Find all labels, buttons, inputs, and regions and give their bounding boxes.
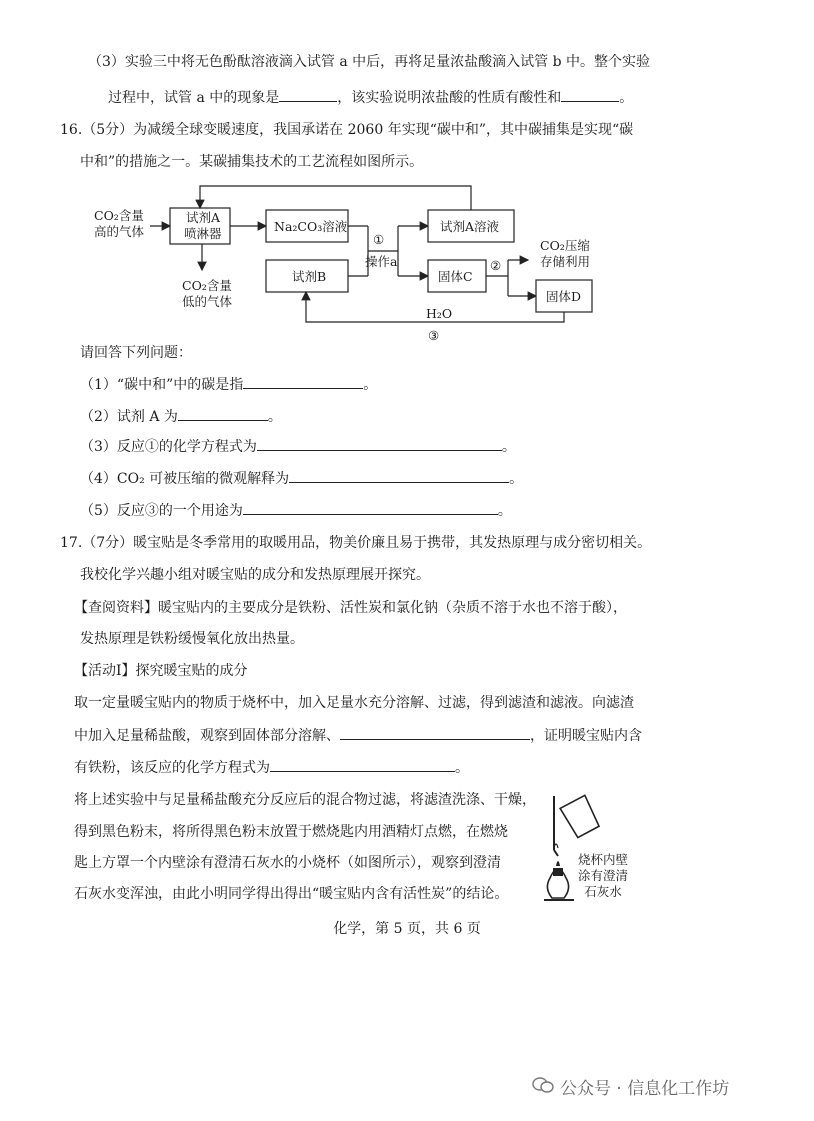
q16-period: 。 xyxy=(267,409,282,425)
h2o-label: H₂O xyxy=(426,306,453,321)
q17-intro-line2: 我校化学兴趣小组对暖宝贴的成分和发热原理展开探究。 xyxy=(80,567,430,583)
q17-para1-text-c: 有铁粉，该反应的化学方程式为 xyxy=(74,760,270,776)
answer-blank[interactable] xyxy=(340,725,530,740)
q17-para2-line3: 匙上方罩一个内壁涂有澄清石灰水的小烧杯（如图所示），观察到澄清 xyxy=(74,855,501,871)
solid-c-label: 固体C xyxy=(438,269,473,284)
co2-storage-label-1: CO₂压缩 xyxy=(540,238,590,253)
q17-activity1-heading: 【活动Ⅰ】探究暖宝贴的成分 xyxy=(74,663,248,679)
answer-blank[interactable] xyxy=(279,87,337,102)
q16-intro-line2: 中和”的措施之一。某碳捕集技术的工艺流程如图所示。 xyxy=(80,154,424,170)
q17-para1-text-a: 中加入足量稀盐酸，观察到固体部分溶解、 xyxy=(74,728,340,744)
q16-period: 。 xyxy=(509,471,524,487)
q15-part3-line2 xyxy=(108,87,633,108)
q16-period: 。 xyxy=(363,377,378,393)
q17-para2-line1: 将上述实验中与足量稀盐酸充分反应后的混合物过滤，将滤渣洗涤、干燥， xyxy=(74,792,536,808)
q17-info-line2: 发热原理是铁粉缓慢氧化放出热量。 xyxy=(80,631,304,647)
input-gas-label-1: CO₂含量 xyxy=(94,208,144,223)
figure-caption-line2: 涂有澄清 xyxy=(578,868,629,883)
output-low-gas-label-2: 低的气体 xyxy=(182,294,233,309)
step-2-label: ② xyxy=(490,258,502,273)
q15-part3-text-a: 过程中，试管 a 中的现象是 xyxy=(108,90,280,106)
page-footer: 化学，第 5 页，共 6 页 xyxy=(333,921,481,937)
q16-q5-text: （5）反应③的一个用途为 xyxy=(80,503,243,519)
wechat-icon xyxy=(532,1076,554,1094)
q17-para1-line1: 取一定量暖宝贴内的物质于烧杯中，加入足量水充分溶解、过滤，得到滤渣和滤液。向滤渣 xyxy=(74,695,634,711)
input-gas-label-2: 高的气体 xyxy=(94,224,145,239)
co2-storage-label-2: 存储利用 xyxy=(540,254,591,269)
q17-para1-line3 xyxy=(74,757,469,778)
q16-period: 。 xyxy=(497,503,512,519)
reagent-a-solution-label: 试剂A溶液 xyxy=(440,219,500,234)
solid-d-label: 固体D xyxy=(546,289,582,304)
q15-part3-line1: （3）实验三中将无色酚酞溶液滴入试管 a 中后，再将足量浓盐酸滴入试管 b 中。整个实验 xyxy=(88,54,651,70)
q16-q3-text: （3）反应①的化学方程式为 xyxy=(80,439,257,455)
answer-blank[interactable] xyxy=(178,406,268,421)
figure-caption-line1: 烧杯内壁 xyxy=(578,852,629,867)
q17-para1-line2 xyxy=(74,725,642,746)
answer-blank[interactable] xyxy=(257,436,502,451)
output-low-gas-label-1: CO₂含量 xyxy=(182,278,232,293)
q16-question-2 xyxy=(80,406,282,427)
sprayer-label-1: 试剂A xyxy=(186,210,221,225)
q17-para2-line2: 得到黑色粉末，将所得黑色粉末放置于燃烧匙内用酒精灯点燃，在燃烧 xyxy=(74,824,508,840)
q17-intro-line1: 17.（7分）暖宝贴是冬季常用的取暖用品，物美价廉且易于携带，其发热原理与成分密切相关。 xyxy=(60,535,652,551)
q16-question-3 xyxy=(80,436,516,457)
q16-q2-text: （2）试剂 A 为 xyxy=(80,409,178,425)
carbon-capture-flow-diagram xyxy=(80,180,620,350)
answer-blank[interactable] xyxy=(270,757,455,772)
q16-q1-text: （1）“碳中和”中的碳是指 xyxy=(80,377,244,393)
sprayer-label-2: 喷淋器 xyxy=(184,226,222,241)
q16-q4-text: （4）CO₂ 可被压缩的微观解释为 xyxy=(80,471,290,487)
figure-caption-line3: 石灰水 xyxy=(584,884,622,899)
q16-question-4 xyxy=(80,468,523,489)
q17-info-line1: 【查阅资料】暖宝贴内的主要成分是铁粉、活性炭和氯化钠（杂质不溶于水也不溶于酸）， xyxy=(74,600,627,616)
q17-para1-text-b: ，证明暖宝贴内含 xyxy=(530,728,642,744)
q17-para2-line4: 石灰水变浑浊，由此小明同学得出得出“暖宝贴内含有活性炭”的结论。 xyxy=(74,886,509,902)
q16-period: 。 xyxy=(501,439,516,455)
q16-prompt: 请回答下列问题： xyxy=(80,345,192,361)
q15-part3-text-c: 。 xyxy=(619,90,634,106)
q16-question-1 xyxy=(80,374,377,395)
na2co3-label: Na₂CO₃溶液 xyxy=(274,219,348,234)
q15-part3-text-b: ，该实验说明浓盐酸的性质有酸性和 xyxy=(337,90,562,106)
step-1-label: ① xyxy=(373,232,385,247)
q16-intro-line1: 16.（5分）为减缓全球变暖速度，我国承诺在 2060 年实现“碳中和”，其中碳捕集是实现“碳 xyxy=(60,122,634,138)
q16-question-5 xyxy=(80,500,512,521)
reagent-b-label: 试剂B xyxy=(292,269,327,284)
answer-blank[interactable] xyxy=(243,374,363,389)
q17-para1-text-d: 。 xyxy=(455,760,469,776)
answer-blank[interactable] xyxy=(289,468,509,483)
step-3-label: ③ xyxy=(428,328,440,343)
answer-blank[interactable] xyxy=(561,87,619,102)
operation-a-label: 操作a xyxy=(365,254,398,269)
watermark-text: 公众号 · 信息化工作坊 xyxy=(560,1079,730,1099)
figure-caption xyxy=(578,852,628,900)
answer-blank[interactable] xyxy=(243,500,498,515)
